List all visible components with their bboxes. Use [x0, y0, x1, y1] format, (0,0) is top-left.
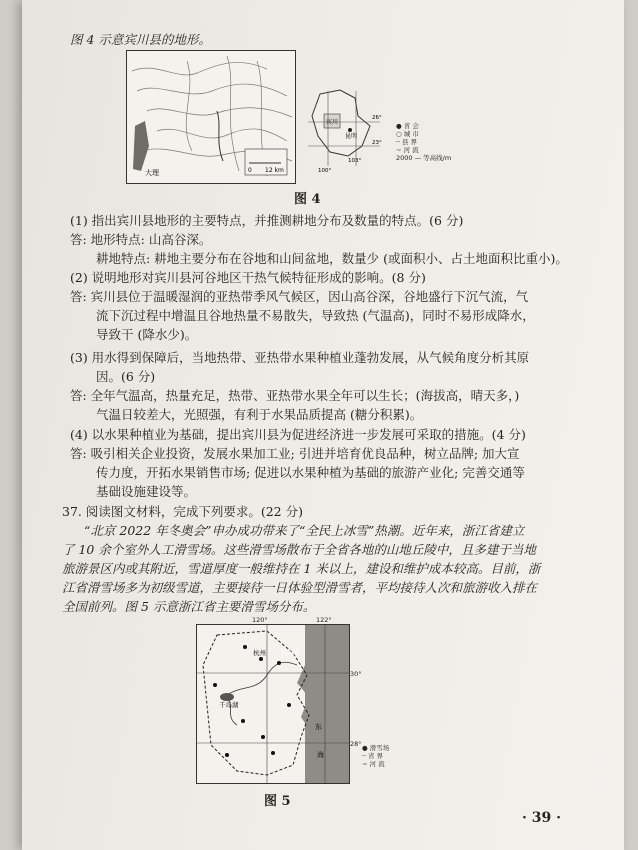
label-hangzhou-bay: 杭州湾	[281, 650, 300, 657]
fig5-legend	[362, 744, 389, 768]
fig4-legend	[396, 122, 451, 162]
q37-paragraph-line: 江省滑雪场多为初级雪道，主要接待一日体验型滑雪者，平均接待人次和旅游收入排在	[62, 580, 538, 595]
q37-paragraph-line: 了 10 余个室外人工滑雪场。这些滑雪场散布于全省各地的山地丘陵中，且多建于当地	[62, 542, 536, 557]
page-number: · 39 ·	[522, 810, 561, 826]
legend-label: 省 会	[403, 122, 419, 130]
inset-kunming: 昆明	[345, 133, 358, 140]
q37-paragraph-line: 旅游景区内或其附近，雪道厚度一般维持在 1 米以上，建设和维护成本较高。目前，浙	[62, 561, 541, 576]
scale-dist: 12 km	[265, 167, 284, 174]
qiandao-lake	[220, 693, 234, 701]
q36-4-answer-line: 答: 吸引相关企业投资，发展水果加工业; 引进并培育优良品种，树立品牌; 加大宣	[70, 446, 520, 461]
legend-label: 河 流	[403, 146, 419, 154]
label-qiandao-lake: 千岛湖	[219, 701, 239, 709]
q36-1-answer-line: 耕地特点: 耕地主要分布在谷地和山间盆地，数量少 (或面积小、占土地面积比重小)。	[96, 251, 568, 266]
fig5-lon1: 120°	[252, 616, 268, 624]
q36-3-question: 因。(6 分)	[96, 369, 156, 384]
fig5-lon2: 122°	[316, 616, 332, 624]
map-label-dali: 大理	[145, 169, 159, 177]
legend-label: 省 界	[368, 752, 384, 760]
q37-title: 37. 阅读图文材料，完成下列要求。(22 分)	[62, 504, 303, 519]
legend-item	[396, 130, 451, 138]
legend-label: 2000 — 等高线/m	[396, 154, 452, 162]
city-circle-icon: ○	[396, 130, 402, 138]
q36-2-answer-line: 流下沉过程中增温且谷地热量不易散失，导致热 (气温高)，同时不易形成降水，	[96, 308, 535, 323]
q36-3-answer-line: 答: 全年气温高，热量充足，热带、亚热带水果全年可以生长；(海拔高，晴天多，)	[70, 388, 520, 403]
fig4-intro: 图 4 示意宾川县的地形。	[70, 32, 211, 47]
province-boundary-icon: ┄	[362, 752, 366, 760]
zhejiang-map-svg	[197, 625, 349, 783]
scale-zero: 0	[248, 167, 252, 174]
fig5-lat2: 28°	[350, 740, 362, 748]
legend-item	[396, 154, 451, 162]
fig5-zhejiang-map	[196, 624, 350, 784]
q37-paragraph-line: “北京 2022 年冬奥会”申办成功带来了“全民上冰雪”热潮。近年来，浙江省建立	[84, 523, 525, 538]
inset-lon2: 103°	[348, 158, 362, 164]
legend-label: 县 界	[402, 138, 418, 146]
legend-item	[362, 760, 389, 768]
ski-dot-icon: ●	[362, 744, 368, 752]
legend-item	[362, 752, 389, 760]
fig4-caption: 图 4	[294, 192, 321, 207]
lake-shape	[133, 121, 149, 171]
legend-item	[396, 146, 451, 154]
label-sea: 海	[317, 751, 324, 759]
q36-4-question: (4) 以水果种植业为基础，提出宾川县为促进经济进一步发展可采取的措施。(4 分)	[70, 427, 526, 442]
q36-2-question: (2) 说明地形对宾川县河谷地区干热气候特征形成的影响。(8 分)	[70, 270, 426, 285]
inset-lat1: 26°	[372, 115, 382, 121]
inset-binchuan: 宾川	[326, 119, 339, 126]
q37-paragraph-line: 全国前列。图 5 示意浙江省主要滑雪场分布。	[62, 599, 316, 614]
legend-label: 滑雪场	[369, 744, 390, 752]
county-boundary-icon: ┄	[396, 138, 400, 146]
legend-label: 城 市	[403, 130, 419, 138]
q36-4-answer-line: 传力度，开拓水果销售市场; 促进以水果种植为基础的旅游产业化; 完善交通等	[96, 465, 525, 480]
q36-3-answer-line: 气温日较差大，光照强，有利于水果品质提高 (糖分积累)。	[96, 407, 423, 422]
inset-lat2: 23°	[372, 140, 382, 146]
q36-1-answer-line: 答: 地形特点: 山高谷深。	[70, 232, 212, 247]
fig5-caption: 图 5	[264, 794, 291, 809]
q36-1-question: (1) 指出宾川县地形的主要特点，并推测耕地分布及数量的特点。(6 分)	[70, 213, 464, 228]
inset-lon1: 100°	[318, 168, 332, 174]
capital-dot-icon: ●	[396, 122, 402, 130]
river-icon: ∼	[396, 146, 402, 154]
river-icon: ∼	[362, 760, 368, 768]
terrain-map-svg	[127, 51, 295, 183]
q36-2-answer-line: 导致干 (降水少)。	[96, 327, 198, 342]
fig4-inset-map	[300, 86, 390, 176]
fig5-lat1: 30°	[350, 670, 362, 678]
q36-4-answer-line: 基础设施建设等。	[96, 484, 197, 499]
fig4-terrain-map	[126, 50, 296, 184]
legend-label: 河 流	[369, 760, 385, 768]
label-hangzhou: 杭州	[253, 649, 266, 657]
legend-item	[396, 122, 451, 130]
q36-2-answer-line: 答: 宾川县位于温暖湿润的亚热带季风气候区，因山高谷深，谷地盛行下沉气流，气	[70, 289, 529, 304]
label-east: 东	[315, 723, 322, 731]
legend-item	[396, 138, 451, 146]
q36-3-question: (3) 用水得到保障后，当地热带、亚热带水果种植业蓬勃发展，从气候角度分析其原	[70, 350, 530, 365]
legend-item	[362, 744, 389, 752]
